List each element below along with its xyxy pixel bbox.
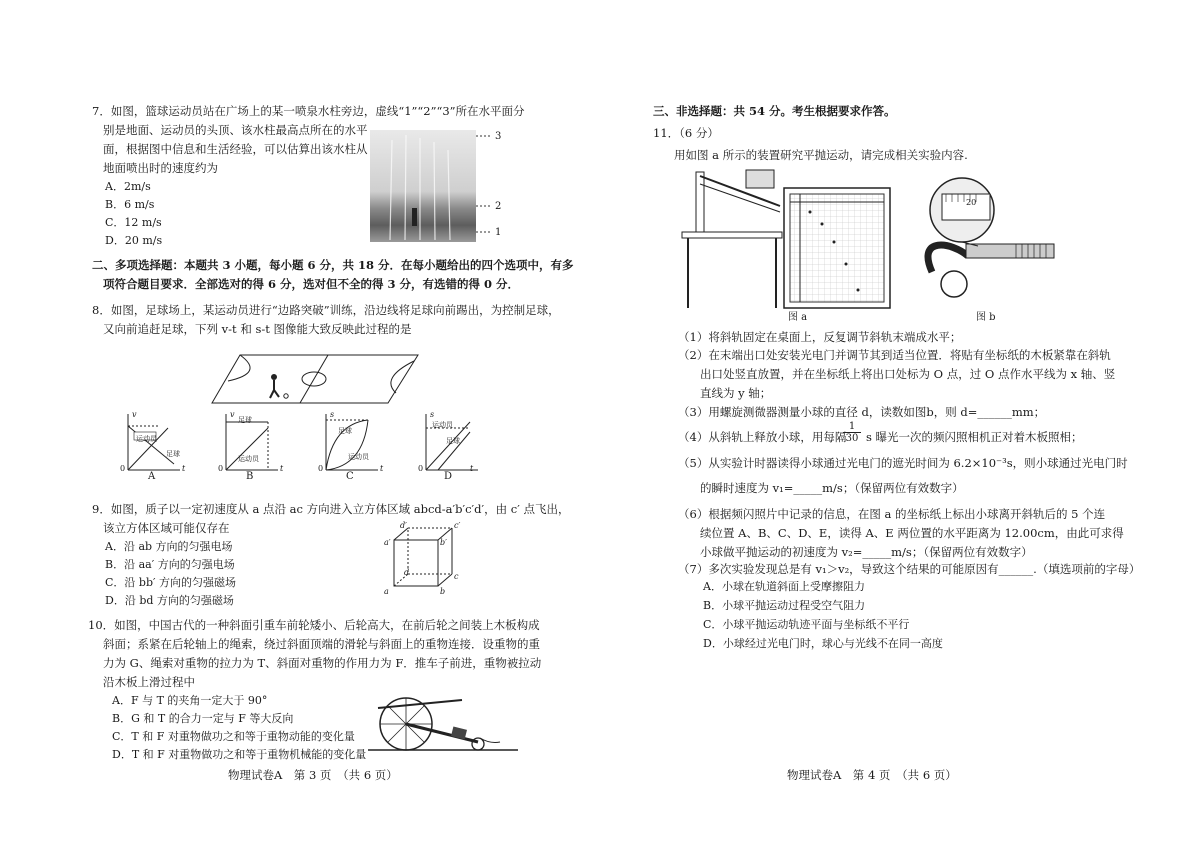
micrometer-scale-label: 20 <box>966 198 977 207</box>
step-4-frac-num: 1 <box>843 422 861 433</box>
figure-b-caption: 图 b <box>976 312 996 323</box>
q10-line-1: 10．如图，中国古代的一种斜面引重车前轮矮小、后轮高大，在前后轮之间装上木板构成 <box>88 618 540 632</box>
graph-c-letter: C <box>346 471 354 482</box>
figure-a-apparatus <box>680 162 892 310</box>
graph-d-tag-1: 运动员 <box>432 421 453 429</box>
step-2-line-2: 出口处竖直放置，并在坐标纸上将出口处标为 O 点，过 O 点作水平线为 x 轴、竖 <box>700 367 1116 381</box>
q10-option-c: C．T 和 F 对重物做功之和等于重物动能的变化量 <box>112 730 355 743</box>
cube-label-cp: c′ <box>454 521 461 530</box>
figure-a-caption: 图 a <box>788 312 808 323</box>
graph-c-ylabel: s <box>330 410 335 419</box>
graph-b-xlabel: t <box>280 464 284 473</box>
step-5-line-1: （5）从实验计时器读得小球通过光电门的遮光时间为 6.2×10⁻³s，则小球通过光电门时 <box>678 456 1128 470</box>
graph-c-tag-1: 足球 <box>338 427 352 435</box>
q10-line-4: 沿木板上滑过程中 <box>103 675 195 689</box>
cube-label-b: b <box>440 587 446 596</box>
graph-a-xlabel: t <box>182 464 186 473</box>
step-4-post: s 曝光一次的频闪照相机正对着木板照相； <box>866 430 1083 444</box>
cube-label-ap: a′ <box>384 538 391 547</box>
graph-a-ylabel: v <box>132 410 137 419</box>
q9-option-a: A．沿 ab 方向的匀强电场 <box>105 540 233 553</box>
q11-option-a: A．小球在轨道斜面上受摩擦阻力 <box>703 580 865 593</box>
cube-label-dp: d′ <box>400 521 407 530</box>
q10-line-3: 力为 G、绳索对重物的拉力为 T、斜面对重物的作用力为 F．推车子前进，重物被拉动 <box>103 656 542 670</box>
q9-option-d: D．沿 bd 方向的匀强磁场 <box>105 594 234 607</box>
graph-a-origin: 0 <box>120 464 126 473</box>
cube-label-a: a <box>384 587 389 596</box>
q8-line-1: 8．如图，足球场上，某运动员进行“边路突破”训练，沿边线将足球向前踢出，为控制足球， <box>92 303 560 317</box>
q9-option-c: C．沿 bb′ 方向的匀强磁场 <box>105 576 236 589</box>
step-6-line-1: （6）根据频闪照片中记录的信息，在图 a 的坐标纸上标出小球离开斜轨后的 5 个连 <box>678 507 1106 521</box>
q7-line-3: 面，根据图中信息和生活经验，可以估算出该水柱从 <box>103 142 368 156</box>
fountain-photo <box>370 130 476 242</box>
q10-option-a: A．F 与 T 的夹角一定大于 90° <box>112 694 268 707</box>
graph-a-letter: A <box>148 471 156 482</box>
q11-intro: 用如图 a 所示的装置研究平抛运动，请完成相关实验内容. <box>674 148 968 162</box>
graph-a-tag-2: 足球 <box>166 450 180 458</box>
step-6-line-3: 小球做平抛运动的初速度为 v₂=_____m/s；（保留两位有效数字） <box>700 545 1033 559</box>
section-3-heading: 三、非选择题：共 54 分。考生根据要求作答。 <box>653 104 896 118</box>
graph-c-tag-2: 运动员 <box>348 453 369 461</box>
graph-b-letter: B <box>246 471 254 482</box>
q9-option-b: B．沿 aa′ 方向的匀强电场 <box>105 558 235 571</box>
step-2-line-1: （2）在末端出口处安装光电门并调节其到适当位置．将贴有坐标纸的木板紧靠在斜轨 <box>678 348 1111 362</box>
q10-line-2: 斜面；系紧在后轮轴上的绳索，绕过斜面顶端的滑轮与斜面上的重物连接．设重物的重 <box>103 637 540 651</box>
graph-d-xlabel: t <box>470 464 474 473</box>
step-6-line-2: 续位置 A、B、C、D、E，读得 A、E 两位置的水平距离为 12.00cm，由此可求得 <box>700 526 1124 540</box>
step-2-line-3: 直线为 y 轴； <box>700 386 772 400</box>
figure-b-micrometer <box>912 176 1062 304</box>
football-field-diagram <box>210 353 420 405</box>
step-5-line-2: 的瞬时速度为 v₁=_____m/s；（保留两位有效数字） <box>700 481 964 495</box>
graph-b-ylabel: v <box>230 410 235 419</box>
cube-label-d: d <box>404 568 410 577</box>
q10-option-d: D．T 和 F 对重物做功之和等于重物机械能的变化量 <box>112 748 367 761</box>
q9-line-2: 该立方体区域可能仅存在 <box>103 521 230 535</box>
q10-option-b: B．G 和 T 的合力一定与 F 等大反向 <box>112 712 294 725</box>
q8-graphs <box>118 408 478 484</box>
marker-2: 2 <box>495 201 502 212</box>
graph-b-tag-1: 足球 <box>238 416 252 424</box>
q7-option-c: C．12 m/s <box>105 216 162 229</box>
step-3: （3）用螺旋测微器测量小球的直径 d，读数如图b，则 d=______mm； <box>678 405 1046 419</box>
cart-diagram <box>368 688 518 754</box>
graph-d-ylabel: s <box>430 410 435 419</box>
section-2-line-2: 项符合题目要求．全部选对的得 6 分，选对但不全的得 3 分，有选错的得 0 分． <box>103 277 520 291</box>
graph-d-letter: D <box>444 471 453 482</box>
q8-line-2: 又向前追赶足球，下列 v-t 和 s-t 图像能大致反映此过程的是 <box>103 322 412 336</box>
graph-d-origin: 0 <box>418 464 424 473</box>
q7-option-a: A．2m/s <box>105 180 151 193</box>
section-2-heading: 二、多项选择题：本题共 3 小题，每小题 6 分，共 18 分．在每小题给出的四个选项中，有多 <box>92 258 574 272</box>
q11-heading: 11．（6 分） <box>653 126 719 140</box>
q11-option-c: C．小球平抛运动轨迹平面与坐标纸不平行 <box>703 618 910 631</box>
height-markers <box>476 128 506 243</box>
step-4-frac-den: 30 <box>845 433 859 444</box>
q7-line-1: 7．如图，篮球运动员站在广场上的某一喷泉水柱旁边，虚线“1”“2”“3”所在水平面分 <box>92 104 525 118</box>
q7-line-4: 地面喷出时的速度约为 <box>103 161 218 175</box>
q11-option-d: D．小球经过光电门时，球心与光线不在同一高度 <box>703 637 943 650</box>
step-4-pre: （4）从斜轨上释放小球，用每隔 <box>678 430 847 444</box>
marker-3: 3 <box>495 131 502 142</box>
step-7: （7）多次实验发现总是有 v₁＞v₂，导致这个结果的可能原因有______.（填选项前的字母） <box>678 562 1141 576</box>
q9-line-1: 9．如图，质子以一定初速度从 a 点沿 ac 方向进入立方体区域 abcd-a′b′c′d′，由 c′ 点飞出， <box>92 502 570 516</box>
q7-option-b: B．6 m/s <box>105 198 155 211</box>
graph-b-tag-2: 运动员 <box>238 455 259 463</box>
graph-d-tag-2: 足球 <box>446 437 460 445</box>
q11-option-b: B．小球平抛运动过程受空气阻力 <box>703 599 866 612</box>
marker-1: 1 <box>495 227 502 238</box>
graph-c-xlabel: t <box>380 464 384 473</box>
q7-line-2: 别是地面、运动员的头顶、该水柱最高点所在的水平 <box>103 123 368 137</box>
left-footer: 物理试卷A 第 3 页 （共 6 页） <box>228 768 398 782</box>
step-1: （1）将斜轨固定在桌面上，反复调节斜轨末端成水平； <box>678 330 962 344</box>
graph-a-tag-1: 运动员 <box>136 435 157 443</box>
cube-label-bp: b′ <box>440 538 447 547</box>
right-footer: 物理试卷A 第 4 页 （共 6 页） <box>787 768 957 782</box>
q7-option-d: D．20 m/s <box>105 234 163 247</box>
cube-label-c: c <box>454 572 459 581</box>
graph-c-origin: 0 <box>318 464 324 473</box>
graph-b-origin: 0 <box>218 464 224 473</box>
